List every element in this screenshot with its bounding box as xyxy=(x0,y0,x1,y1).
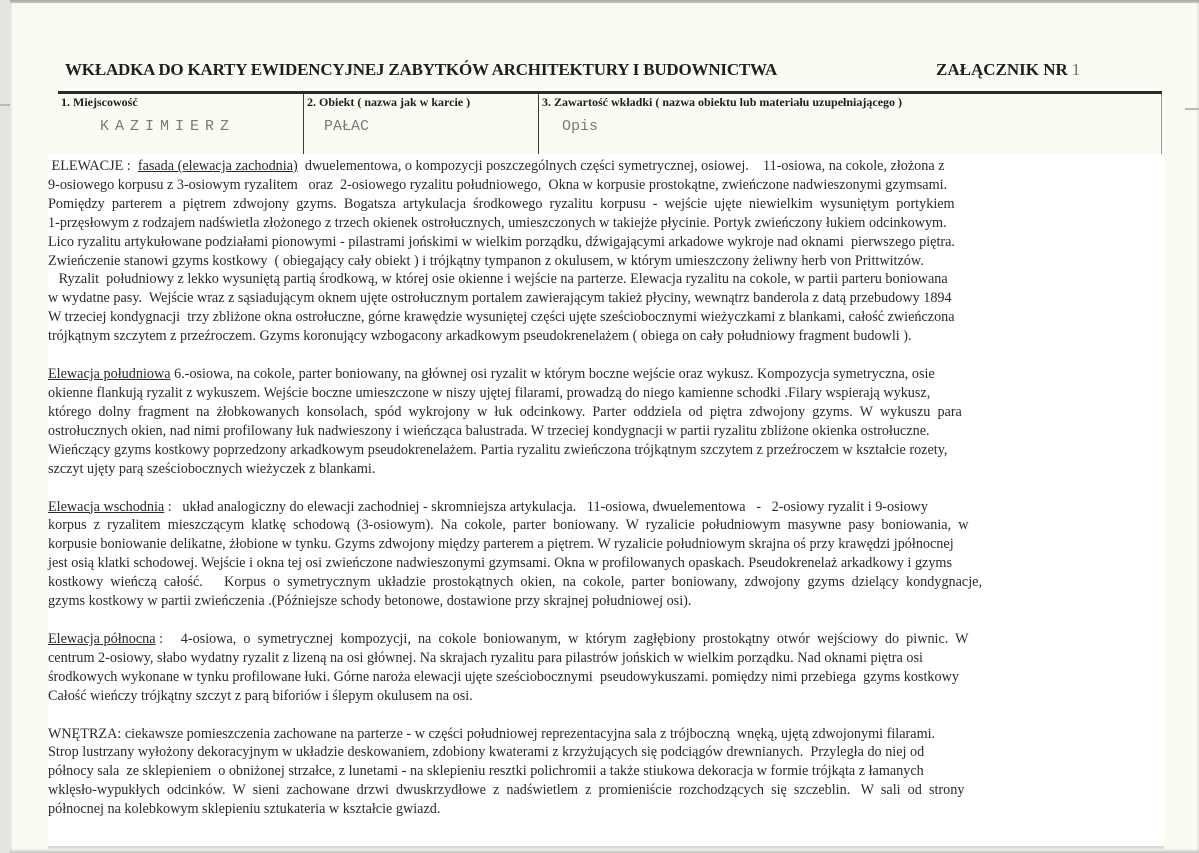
header-field-location xyxy=(58,94,303,154)
text-line: 1-przęsłowym z rodzajem nadświetla złożonego z trzech okienek ostrołucznych, umieszczonych w takiejże płycinie. Portyk zwieńczony łukiem odcinkowym. xyxy=(48,214,947,231)
text-line: którego dolny fragment na żłobkowanych konsolach, spód wykrojony w łuk odcinkowy. Parter oddziela od piętra zdwojony gzyms. W wykuszu para xyxy=(48,403,962,420)
section-south-elevation xyxy=(48,365,1164,478)
field-label: 1. Miejscowość xyxy=(61,95,138,109)
section-lead: ELEWACJE : xyxy=(48,158,138,174)
attachment-label-text: ZAŁĄCZNIK NR xyxy=(936,60,1068,79)
text-line: jest osią klatki schodowej. Wejście i okna tej osi zwieńczone nadwieszonymi gzymsami. Okna w profilowanych opaskach. Pseudokrenelaż arkadkowy i gzyms xyxy=(48,555,952,572)
text-line: korpus z ryzalitem mieszczącym klatkę schodową (3-osiowym). Na cokole, parter boniowany. W ryzalicie południowym masywne pasy boniowania, w xyxy=(48,517,969,534)
field-value: PAŁAC xyxy=(324,118,370,135)
text-line: gzyms kostkowy w partii zwieńczenia .(Późniejsze schody betonowe, dostawione przy skrajnej południowej osi). xyxy=(48,593,692,610)
text-line: północy sala ze sklepieniem o obniżonej strzałce, z lunetami - na sklepieniu resztki polichromii a także stiukowa dekoracja w formie trójkąta z łamanych xyxy=(48,763,924,780)
field-value: Opis xyxy=(562,118,599,135)
text-line: Ryzalit południowy z lekko wysuniętą partią środkową, w której osie okienne i wejście na parterze. Elewacja ryzalitu na cokole, w partii parteru boniowana xyxy=(48,271,948,288)
text-line-content: : 4-osiowa, o symetrycznej kompozycji, na cokole boniowanym, w którym zagłębiony prostokątny otwór wejściowy do piwnic. W xyxy=(155,630,969,647)
text-line: w wydatne pasy. Wejście wraz z sąsiadującym oknem ujęte ostrołucznym portalem zawierającym takież płyciny, wewnątrz banderola z datą przebudowy 1894 xyxy=(48,290,952,307)
text-line: Pomiędzy parterem a piętrem zdwojony gzyms. Bogatsza artykulacja środkowego ryzalitu korpusu - wejście ujęte niewielkim wysuniętym portykiem xyxy=(48,195,955,212)
header-field-contents xyxy=(538,94,1162,154)
field-label: 3. Zawartość wkładki ( nazwa obiektu lub materiału uzupełniającego ) xyxy=(542,95,903,109)
text-line xyxy=(48,630,1164,649)
section-north-elevation xyxy=(48,630,1164,706)
text-line: WNĘTRZA: ciekawsze pomieszczenia zachowane na parterze - w części południowej reprezentacyjna sala z trójboczną wnęką, ujętą zdwojonymi filarami. xyxy=(48,725,936,742)
form-title: WKŁADKA DO KARTY EWIDENCYJNEJ ZABYTKÓW ARCHITEKTURY I BUDOWNICTWA xyxy=(65,60,778,79)
description-body xyxy=(48,154,1164,850)
section-west-facade xyxy=(48,157,1164,346)
text-line xyxy=(48,498,1164,517)
text-line: Strop lustrzany wyłożony dekoracyjnym w układzie deskowaniem, zdobiony kwaterami z krzyżujących się podciągów drewnianych. Przyległa do niej od xyxy=(48,744,925,761)
text-line: Lico ryzalitu artykułowane podziałami pionowymi - pilastrami jońskimi w wielkim porządku, dźwigającymi arkadowe wykroje nad oknami pierwszego piętra. xyxy=(48,233,955,250)
text-line-content: 6.-osiowa, na cokole, parter boniowany, na głównej osi ryzalit w którym boczne wejście oraz wykusz. Kompozycja symetryczna, osie xyxy=(170,366,935,383)
text-line: okienne flankują ryzalit z wykuszem. Wejście boczne umieszczone w niszy ujętej filarami, prowadzą do niego kamienne schodki .Filary wspierają wykusz, xyxy=(48,384,931,401)
header-field-object xyxy=(303,94,538,154)
section-heading: fasada (elewacja zachodnia) xyxy=(137,158,298,174)
scan-bottom-edge xyxy=(48,846,1164,850)
scan-right-mark xyxy=(1185,108,1199,110)
text-line: wklęsło-wypukłych odcinków. W sieni zachowane drzwi dwuskrzydłowe z nadświetlem z promieniście rozchodzących się szczeblin. W sali od strony xyxy=(48,782,965,799)
text-line: środkowych wykonane w tynku profilowane łuki. Górne naroża elewacji ujęte sześciobocznymi pseudowykuszami. pomiędzy nimi przebiega gzyms kostkowy xyxy=(48,668,959,685)
attachment-number: 1 xyxy=(1071,60,1081,79)
text-line-content: : układ analogiczny do elewacji zachodniej - skromniejsza artykulacja. 11-osiowa, dwuelementowa - 2-osiowy ryzalit i 9-osiowy xyxy=(164,498,929,515)
field-label: 2. Obiekt ( nazwa jak w karcie ) xyxy=(307,95,471,109)
section-heading: Elewacja wschodnia xyxy=(48,498,165,515)
text-line: kostkowy wieńczą całość. Korpus o symetrycznym układzie prostokątnych okien, na cokole, parter boniowany, zdwojony gzyms dzielący kondygnacje, xyxy=(48,574,983,591)
text-line: Zwieńczenie stanowi gzyms kostkowy ( obiegający cały obiekt ) i trójkątny tympanon z okulusem, w którym umieszczony żeliwny herb von Prittwitzów. xyxy=(48,252,924,269)
header-table xyxy=(58,91,1162,156)
text-line: Wieńczący gzyms kostkowy poprzedzony arkadkowym pseudokrenelażem. Partia ryzalitu zwieńczona trójkątnym szczytem z przeźroczem w kształcie rozety, xyxy=(48,441,948,458)
scan-left-edge xyxy=(0,0,10,853)
text-line: W trzeciej kondygnacji trzy zbliżone okna ostrołuczne, górne krawędzie wysuniętej części ujęte sześciobocznymi wieżyczkami z blankami, całość zwieńczona xyxy=(48,309,955,326)
text-line xyxy=(48,157,1164,176)
section-interiors xyxy=(48,725,1164,820)
text-line: Całość wieńczy trójkątny szczyt z parą biforiów i ślepym okulusem na osi. xyxy=(48,687,473,704)
section-east-elevation xyxy=(48,498,1164,611)
text-line: 9-osiowego korpusu z 3-osiowym ryzalitem oraz 2-osiowego ryzalitu południowego, Okna w korpusie prostokątne, zwieńczone nadwieszonymi gzymsami. xyxy=(48,176,948,193)
text-line xyxy=(48,365,1164,384)
attachment-label xyxy=(936,60,1080,80)
section-heading: Elewacja północna xyxy=(48,630,156,647)
text-line: centrum 2-osiowy, słabo wydatny ryzalit z lizeną na osi głównej. Na skrajach ryzalitu para pilastrów jońskich w wielkim porządku. Nad oknami piętra osi xyxy=(48,649,923,666)
section-heading: Elewacja południowa xyxy=(48,366,171,383)
text-line: trójkątnym szczytem z przeźroczem. Gzyms koronujący wzbogacony arkadkowym pseudokrenelażem ( obiega on cały południowy fragment budowli ). xyxy=(48,328,912,345)
scan-left-mark xyxy=(0,104,10,106)
text-line: szczyt ujęty parą sześciobocznych wieżyczek z blankami. xyxy=(48,460,376,477)
field-value: KAZIMIERZ xyxy=(100,118,236,135)
text-line-content: dwuelementowa, o kompozycji poszczególnych części symetrycznej, osiowej. 11-osiowa, na cokole, złożona z xyxy=(297,158,945,174)
text-line: korpusie boniowanie delikatne, żłobione w tynku. Gzyms zdwojony między parterem a piętrem. W ryzalicie południowym skrajna oś przy krawędzi jpółnocnej xyxy=(48,536,954,553)
text-line: północnej na kolebkowym sklepieniu sztukateria w kształcie gwiazd. xyxy=(48,801,441,818)
text-line: ostrołucznych okien, nad nimi profilowany łuk nadwieszony i wieńcząca balustrada. W trzeciej kondygnacji w partii ryzalitu zbliżone okienka ostrołuczne. xyxy=(48,422,930,439)
